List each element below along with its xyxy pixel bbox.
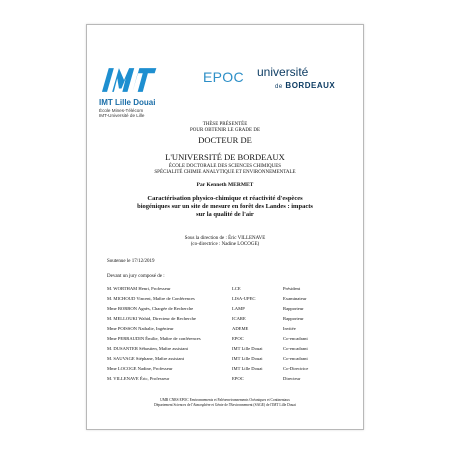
thesis-cover-page [86, 24, 364, 430]
jury-member-role: Rapporteur [283, 316, 304, 321]
jury-member-name: M. SAUVAGE Stéphane, Maître assistant [107, 356, 184, 361]
defense-date: Soutenue le 17/12/2019 [107, 259, 155, 264]
imt-subtitle-1: École Mines-Télécom [99, 108, 144, 113]
epoc-logo: EPOC [203, 69, 244, 85]
doctoral-school: ÉCOLE DOCTORALE DES SCIENCES CHIMIQUES [168, 164, 282, 169]
jury-member-name: Mme LOCOGE Nadine, Professeur [107, 366, 173, 371]
jury-member-name: Mme POISSON Nathalie, Ingénieur [107, 326, 174, 331]
jury-member-lab: ADEME [232, 326, 249, 331]
jury-member-lab: IMT Lille Douai [232, 356, 263, 361]
author: Par Kenneth MERMET [196, 182, 254, 188]
jury-member-name: M. WORTHAM Henri, Professeur [107, 286, 171, 291]
imt-logo-icon [99, 63, 161, 97]
thesis-presented: THÈSE PRÉSENTÉE [202, 122, 248, 127]
bordeaux-logo-text [275, 81, 335, 90]
jury-member-lab: LISA-UPEC [232, 296, 256, 301]
jury-member-role: Examinateur [283, 296, 307, 301]
jury-member-lab: EPOC [232, 376, 244, 381]
jury-member-name: Mme PERRAUDIN Émilie, Maître de conférences [107, 336, 201, 341]
jury-member-role: Directeur [283, 376, 301, 381]
jury-intro: Devant un jury composé de : [107, 274, 165, 279]
thesis-grade: POUR OBTENIR LE GRADE DE [190, 128, 260, 133]
jury-member-name: M. MELLOUKI Wahid, Directeur de Recherche [107, 316, 196, 321]
jury-member-role: Président [283, 286, 301, 291]
jury-member-lab: IMT Lille Douai [232, 366, 263, 371]
speciality: SPÉCIALITÉ CHIMIE ANALYTIQUE ET ENVIRONNEMENTALE [154, 170, 296, 175]
jury-member-name: Mme BORBON Agnès, Chargée de Recherche [107, 306, 194, 311]
degree-title: DOCTEUR DE [198, 135, 252, 145]
jury-member-name: M. MICHOUD Vincent, Maître de Conférences [107, 296, 195, 301]
jury-member-lab: ICARE [232, 316, 246, 321]
jury-member-lab: EPOC [232, 336, 244, 341]
jury-member-lab: LAMP [232, 306, 245, 311]
jury-member-role: Co-encadrant [283, 346, 308, 351]
universite-logo-text: université [257, 65, 309, 79]
thesis-director: Sous la direction de : Éric VILLENAVE [184, 236, 266, 241]
thesis-title-line-2: biogéniques sur un site de mesure en forêt des Landes : impacts [137, 203, 313, 210]
thesis-title-line-1: Caractérisation physico-chimique et réactivité d'espèces [147, 195, 303, 202]
jury-member-lab: LCE [232, 286, 241, 291]
imt-name: IMT Lille Douai [99, 98, 156, 107]
jury-member-role: Co-encadrant [283, 356, 308, 361]
jury-member-role: Co-encadrant [283, 336, 308, 341]
jury-member-name: M. VILLENAVE Éric, Professeur [107, 376, 170, 381]
footer-line-1: UMR CNRS EPOC Environnements et Paléoenvironnements Océaniques et Continentaux [160, 398, 290, 402]
jury-member-role: Invitée [283, 326, 296, 331]
jury-member-name: M. DUSANTER Sébastien, Maître assistant [107, 346, 188, 351]
univ-de-text: de [275, 84, 283, 90]
footer-line-2: Département Sciences de l'Atmosphère et Génie de l'Environnement (SAGE) de l'IMT Lille Douai [154, 403, 296, 407]
thesis-title-line-3: sur la qualité de l'air [196, 211, 254, 218]
jury-member-lab: IMT Lille Douai [232, 346, 263, 351]
bordeaux-text: BORDEAUX [285, 81, 336, 90]
university-title: L'UNIVERSITÉ DE BORDEAUX [165, 152, 285, 162]
imt-subtitle-2: IMT-Université de Lille [99, 113, 145, 118]
jury-member-role: Rapporteur [283, 306, 304, 311]
thesis-codirector: (co-directrice : Nadine LOCOGE) [190, 242, 260, 247]
jury-member-role: Co-Directrice [283, 366, 309, 371]
